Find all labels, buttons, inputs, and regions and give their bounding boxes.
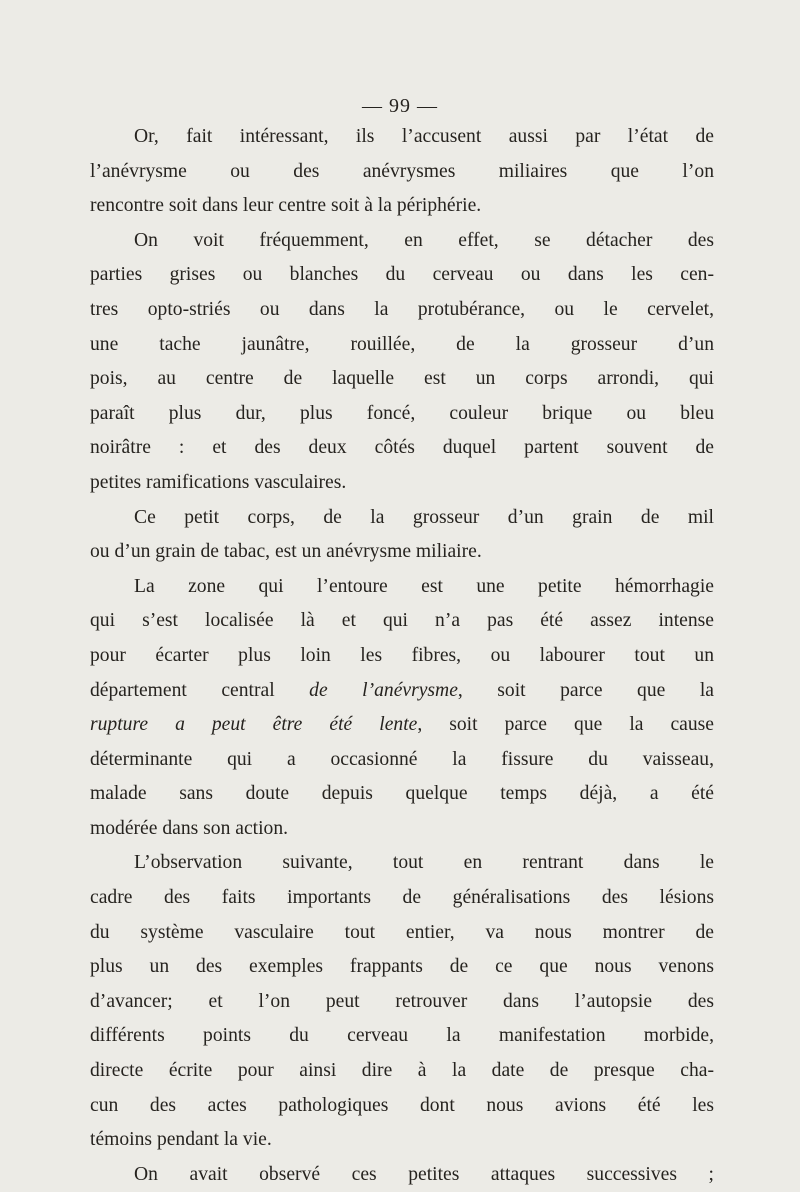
line-text: du système vasculaire tout entier, va nous montrer de (90, 921, 714, 943)
text-line (90, 466, 714, 501)
text-line (90, 708, 714, 743)
line-text: une tache jaunâtre, rouillée, de la grosseur d’un (90, 333, 714, 355)
body-text (90, 120, 714, 1192)
line-text: malade sans doute depuis quelque temps déjà, a été (90, 783, 714, 805)
line-text: département central (90, 679, 310, 701)
text-line (90, 743, 714, 778)
text-line (90, 1054, 714, 1089)
line-text: directe écrite pour ainsi dire à la date de presque cha- (90, 1060, 714, 1082)
text-line (90, 1019, 714, 1054)
text-line (90, 258, 714, 293)
text-line (90, 155, 714, 190)
text-line (90, 362, 714, 397)
line-text: ou d’un grain de tabac, est un anévrysme miliaire. (90, 541, 482, 563)
line-text: tres opto-striés ou dans la protubérance, ou le cervelet, (90, 298, 714, 320)
text-line (90, 1089, 714, 1124)
text-line (90, 431, 714, 466)
line-text: petites ramifications vasculaires. (90, 471, 347, 493)
line-text: Ce petit corps, de la grosseur d’un grain de mil (134, 506, 714, 528)
text-line (90, 950, 714, 985)
line-text: noirâtre : et des deux côtés duquel partent souvent de (90, 437, 714, 459)
text-line (90, 846, 714, 881)
line-text: déterminante qui a occasionné la fissure du vaisseau, (90, 748, 714, 770)
line-text-after: , soit parce que la cause (417, 714, 714, 736)
text-line (90, 985, 714, 1020)
text-line (90, 570, 714, 605)
text-line (90, 812, 714, 847)
text-line (90, 881, 714, 916)
text-line (90, 293, 714, 328)
text-line (90, 224, 714, 259)
line-text: rencontre soit dans leur centre soit à la périphérie. (90, 195, 482, 217)
line-text: On voit fréquemment, en effet, se détacher des (134, 229, 714, 251)
text-line (90, 604, 714, 639)
line-text: témoins pendant la vie. (90, 1129, 272, 1151)
line-text: cun des actes pathologiques dont nous avions été les (90, 1094, 714, 1116)
line-text: paraît plus dur, plus foncé, couleur brique ou bleu (90, 402, 714, 424)
text-line (90, 120, 714, 155)
line-text: qui s’est localisée là et qui n’a pas été assez intense (90, 610, 714, 632)
text-line (90, 535, 714, 570)
line-text: pois, au centre de laquelle est un corps arrondi, qui (90, 368, 714, 390)
line-text: parties grises ou blanches du cerveau ou dans les cen- (90, 264, 714, 286)
page-number: — 99 — (362, 95, 438, 117)
line-text: d’avancer; et l’on peut retrouver dans l’autopsie des (90, 990, 714, 1012)
line-text: pour écarter plus loin les fibres, ou labourer tout un (90, 644, 714, 666)
line-text: l’anévrysme ou des anévrysmes miliaires que l’on (90, 160, 714, 182)
text-line (90, 501, 714, 536)
italic-text: rupture a peut être été lente (90, 714, 418, 736)
line-text: cadre des faits importants de généralisations des lésions (90, 887, 714, 909)
line-text: Or, fait intéressant, ils l’accusent aussi par l’état de (134, 126, 714, 147)
line-text: modérée dans son action. (90, 817, 289, 839)
text-line (90, 639, 714, 674)
text-line (90, 1158, 714, 1192)
text-line (90, 1123, 714, 1158)
line-text: L’observation suivante, tout en rentrant dans le (134, 852, 714, 874)
text-line (90, 916, 714, 951)
text-line (90, 777, 714, 812)
italic-text: de l’anévrysme (309, 679, 458, 701)
text-line (90, 397, 714, 432)
line-text: La zone qui l’entoure est une petite hémorrhagie (134, 575, 714, 597)
line-text: différents points du cerveau la manifestation morbide, (90, 1025, 714, 1047)
line-text-after: , soit parce que la (457, 679, 714, 701)
text-line (90, 189, 714, 224)
text-line (90, 328, 714, 363)
text-line (90, 674, 714, 709)
line-text: plus un des exemples frappants de ce que nous venons (90, 956, 714, 978)
line-text: On avait observé ces petites attaques successives ; (134, 1163, 714, 1185)
